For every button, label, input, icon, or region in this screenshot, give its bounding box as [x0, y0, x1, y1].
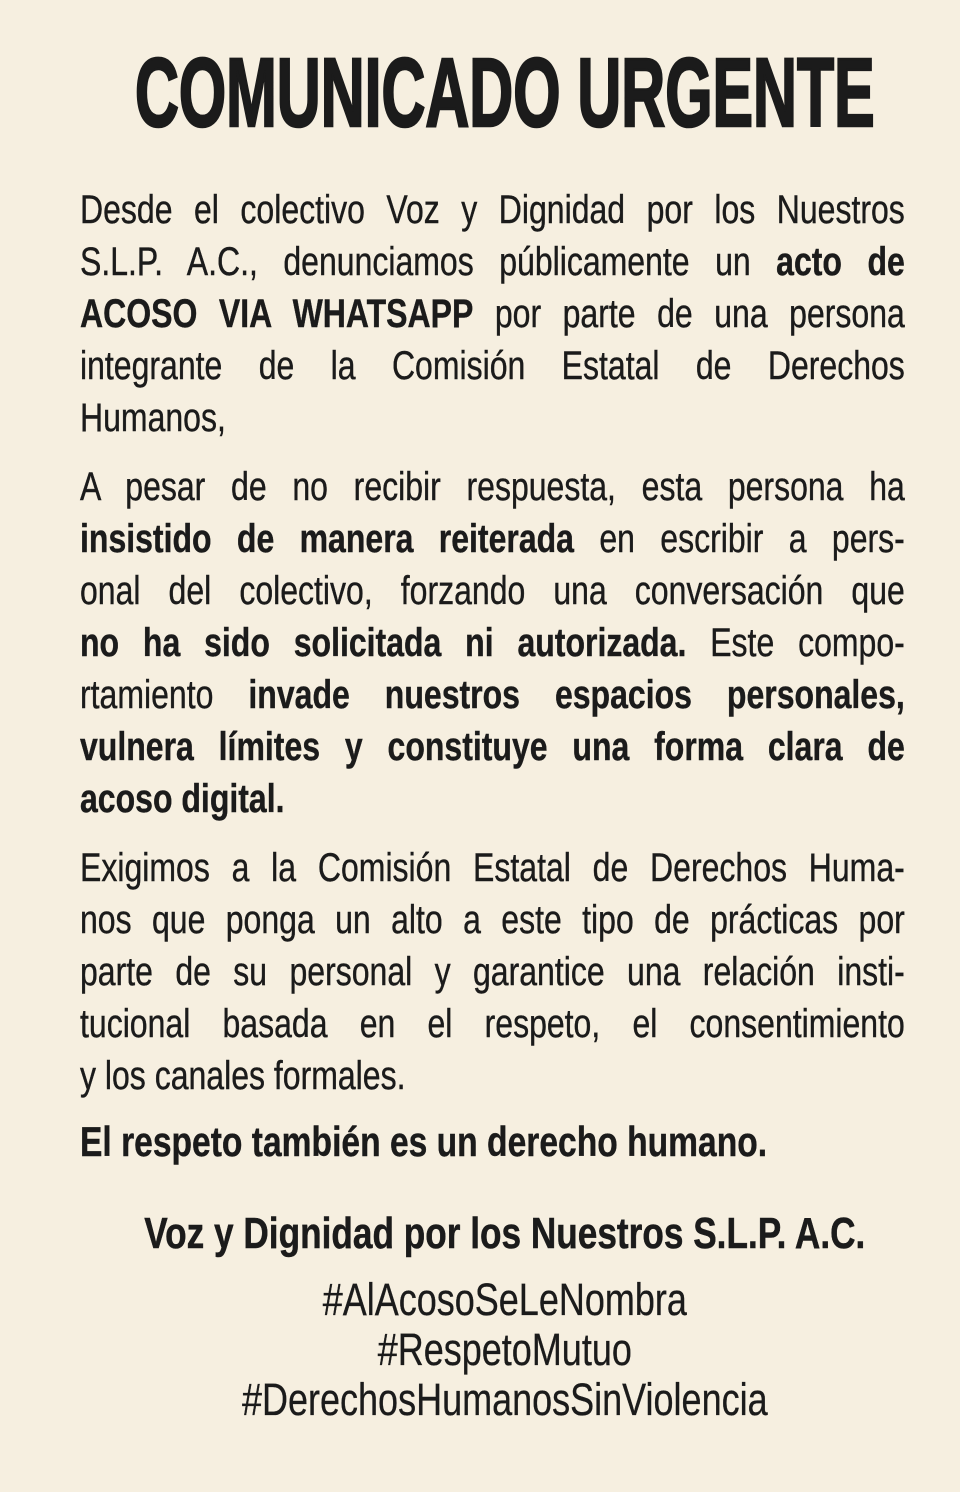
paragraph-line	[80, 669, 905, 721]
text-segment: Este compo-	[686, 621, 905, 665]
text-segment: tucional basada en el respeto, el consentimiento	[80, 1002, 905, 1046]
paragraph-line	[80, 1050, 905, 1102]
paragraph-line	[80, 392, 905, 444]
text-segment: A pesar de no recibir respuesta, esta persona ha	[80, 465, 905, 509]
paragraph-line	[80, 998, 905, 1050]
bold-text-segment: no ha sido solicitada ni autorizada.	[80, 621, 687, 665]
poster	[0, 38, 960, 1425]
paragraph-line	[80, 565, 905, 617]
paragraph-line	[80, 513, 905, 565]
text-segment: en escribir a pers-	[573, 517, 905, 561]
paragraph	[80, 461, 905, 825]
paragraph-line	[80, 842, 905, 894]
paragraph-line	[80, 288, 905, 340]
text-segment: integrante de la Comisión Estatal de Derechos	[80, 344, 905, 388]
paragraph	[80, 842, 905, 1102]
text-segment: y los canales formales.	[80, 1054, 406, 1098]
emphasis-line: El respeto también es un derecho humano.	[80, 1118, 768, 1165]
bold-text-segment: insistido de manera reiterada	[80, 517, 574, 561]
paragraph-line	[80, 894, 905, 946]
paragraph-line	[80, 617, 905, 669]
poster-title: COMUNICADO URGENTE	[134, 38, 875, 148]
bold-text-segment: invade nuestros espacios personales,	[248, 673, 905, 717]
text-segment: Desde el colectivo Voz y Dignidad por los Nuestros	[80, 188, 905, 232]
hashtag: #DerechosHumanosSinViolencia	[241, 1374, 768, 1425]
body-paragraphs	[80, 184, 905, 1102]
paragraph	[80, 184, 905, 444]
paragraph-line	[80, 461, 905, 513]
text-segment: nos que ponga un alto a este tipo de prácticas por	[80, 898, 905, 942]
hashtag: #AlAcosoSeLeNombra	[322, 1274, 687, 1325]
signature-line: Voz y Dignidad por los Nuestros S.L.P. A.C.	[144, 1209, 866, 1258]
bold-text-segment: vulnera límites y constituye una forma clara de	[80, 725, 905, 769]
text-segment: Exigimos a la Comisión Estatal de Derechos Huma-	[80, 846, 905, 890]
paragraph-line	[80, 236, 905, 288]
paragraph-line	[80, 340, 905, 392]
paragraph-line	[80, 721, 905, 773]
paragraph-line	[80, 773, 905, 825]
paragraph-line	[80, 946, 905, 998]
bold-text-segment: acoso digital.	[80, 777, 285, 821]
text-segment: por parte de una persona	[473, 292, 905, 336]
hashtag: #RespetoMutuo	[377, 1324, 632, 1375]
text-segment: rtamiento	[80, 673, 249, 717]
bold-text-segment: ACOSO VIA WHATSAPP	[80, 292, 474, 336]
paragraph-line	[80, 184, 905, 236]
text-segment: Humanos,	[80, 396, 226, 440]
text-segment: parte de su personal y garantice una relación insti-	[80, 950, 905, 994]
bold-text-segment: acto de	[776, 240, 905, 284]
hashtag-list	[25, 1275, 960, 1425]
text-segment: onal del colectivo, forzando una conversación que	[80, 569, 905, 613]
text-segment: S.L.P. A.C., denunciamos públicamente un	[80, 240, 777, 284]
